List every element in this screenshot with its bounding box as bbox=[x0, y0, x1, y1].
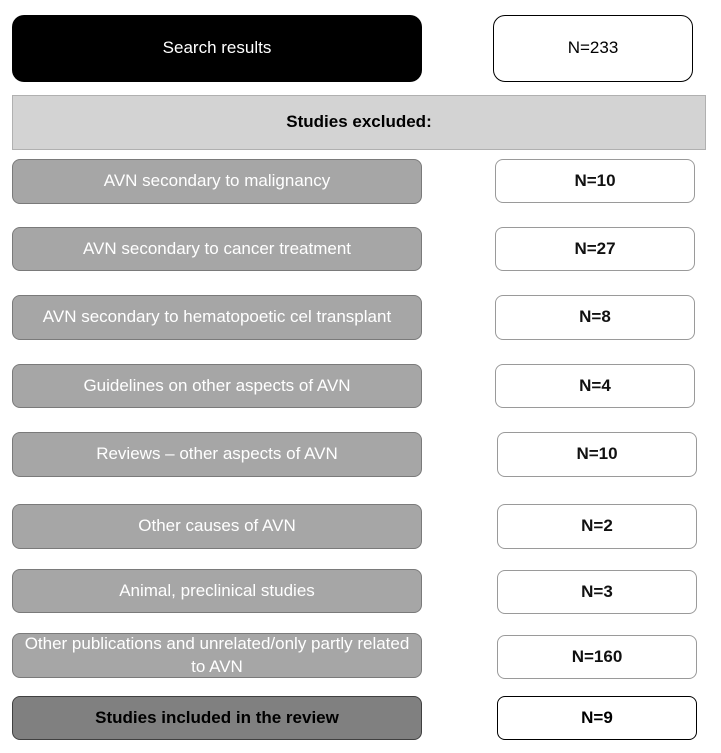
search-results-label: Search results bbox=[162, 38, 272, 58]
studies-included-label: Studies included in the review bbox=[95, 707, 339, 727]
studies-included-count: N=9 bbox=[581, 707, 613, 727]
excluded-category-label: AVN secondary to hematopoetic cel transplant bbox=[42, 307, 392, 327]
search-results-box bbox=[12, 15, 422, 82]
excluded-count: N=160 bbox=[571, 646, 623, 666]
excluded-count-box bbox=[497, 432, 697, 477]
excluded-category-label: AVN secondary to malignancy bbox=[103, 171, 331, 191]
excluded-category-box bbox=[12, 504, 422, 549]
excluded-count-box bbox=[497, 570, 697, 614]
excluded-count-box bbox=[495, 295, 695, 340]
excluded-count-box bbox=[495, 159, 695, 203]
excluded-count: N=10 bbox=[574, 170, 616, 190]
excluded-category-box bbox=[12, 633, 422, 678]
excluded-category-label: AVN secondary to cancer treatment bbox=[82, 238, 352, 258]
excluded-count: N=4 bbox=[579, 375, 611, 395]
search-results-count: N=233 bbox=[567, 38, 619, 58]
excluded-category-box bbox=[12, 432, 422, 477]
studies-excluded-header bbox=[12, 95, 706, 150]
search-results-count-box bbox=[493, 15, 693, 82]
studies-included-count-box bbox=[497, 696, 697, 740]
excluded-category-box bbox=[12, 227, 422, 271]
excluded-category-label: Other publications and unrelated/only partly related to AVN bbox=[24, 634, 410, 676]
excluded-count: N=10 bbox=[576, 444, 618, 464]
studies-included-box bbox=[12, 696, 422, 740]
excluded-category-label: Animal, preclinical studies bbox=[119, 580, 315, 600]
excluded-category-box bbox=[12, 295, 422, 340]
studies-excluded-label: Studies excluded: bbox=[286, 112, 432, 132]
excluded-count: N=27 bbox=[574, 238, 616, 258]
excluded-count: N=8 bbox=[579, 307, 611, 327]
excluded-count: N=3 bbox=[581, 581, 613, 601]
excluded-count-box bbox=[495, 227, 695, 271]
excluded-category-box bbox=[12, 569, 422, 613]
excluded-category-box bbox=[12, 364, 422, 408]
excluded-count-box bbox=[497, 635, 697, 679]
excluded-count-box bbox=[495, 364, 695, 408]
excluded-category-label: Guidelines on other aspects of AVN bbox=[83, 375, 351, 395]
excluded-count: N=2 bbox=[581, 516, 613, 536]
excluded-category-box bbox=[12, 159, 422, 204]
excluded-category-label: Other causes of AVN bbox=[138, 516, 296, 536]
excluded-count-box bbox=[497, 504, 697, 549]
excluded-category-label: Reviews – other aspects of AVN bbox=[96, 444, 338, 464]
